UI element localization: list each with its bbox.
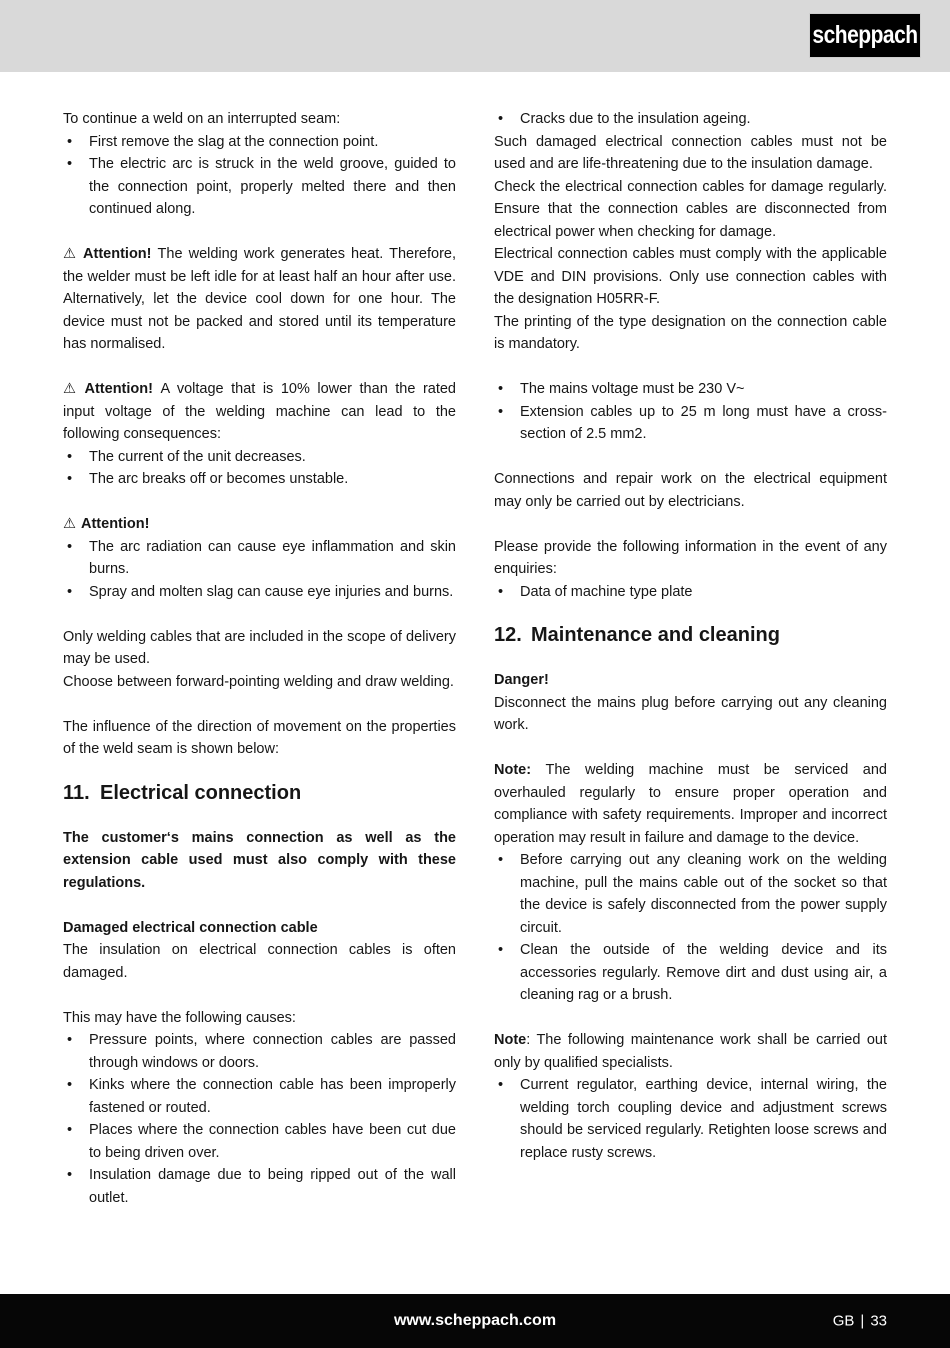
heading-number: 12. bbox=[494, 624, 522, 646]
bullet-text: The electric arc is struck in the weld groove, guided to the connection point, properly melted there and then continued along. bbox=[89, 156, 456, 217]
paragraph: Disconnect the mains plug before carrying out any cleaning work. bbox=[494, 694, 887, 733]
bullet-text: Current regulator, earthing device, internal wiring, the welding torch coupling device and adjustment screws should be serviced regularly. Retighten loose screws and replace rusty screws. bbox=[520, 1077, 887, 1161]
spacer bbox=[494, 356, 887, 379]
footer-separator: | bbox=[860, 1312, 865, 1330]
bullet-item bbox=[494, 108, 887, 131]
bullet-list bbox=[63, 1029, 456, 1209]
spacer bbox=[63, 491, 456, 514]
paragraph: Damaged electrical connection cable bbox=[63, 919, 318, 936]
bullet-item bbox=[494, 581, 887, 604]
bullet-item bbox=[494, 1074, 887, 1164]
bullet-item bbox=[494, 849, 887, 939]
bullet-text: Data of machine type plate bbox=[520, 583, 693, 600]
bullet-text: Spray and molten slag can cause eye injuries and burns. bbox=[89, 583, 454, 600]
scheppach-logo bbox=[810, 14, 920, 57]
bullet-list bbox=[63, 131, 456, 221]
page-number bbox=[833, 1313, 887, 1330]
bullet-icon: • bbox=[498, 403, 504, 420]
bullet-item bbox=[494, 401, 887, 446]
bullet-icon: • bbox=[67, 156, 73, 172]
paragraph: The customer‘s mains connection as well as the extension cable used must also comply with these regulations. bbox=[63, 829, 456, 891]
bullet-text: Places where the connection cables have been cut due to being driven over. bbox=[89, 1122, 456, 1161]
paragraph: Danger! bbox=[494, 672, 549, 688]
bullet-icon: • bbox=[498, 381, 504, 397]
paragraph: The printing of the type designation on the connection cable is mandatory. bbox=[494, 313, 887, 352]
section-heading bbox=[494, 620, 887, 650]
bullet-item bbox=[63, 153, 456, 221]
bold-lead: Attention! bbox=[84, 381, 161, 397]
spacer bbox=[63, 356, 456, 379]
warning-paragraph bbox=[63, 513, 456, 536]
bullet-item bbox=[494, 939, 887, 1007]
bullet-icon: • bbox=[498, 852, 504, 868]
bold-lead: Attention! bbox=[81, 516, 150, 532]
bullet-icon: • bbox=[498, 111, 504, 127]
bullet-icon: • bbox=[498, 942, 504, 958]
paragraph: The influence of the direction of movement on the properties of the weld seam is shown below: bbox=[63, 718, 456, 757]
bullet-text: Clean the outside of the welding device and its accessories regularly. Remove dirt and dust using air, a cleaning rag or a brush. bbox=[520, 942, 887, 1003]
bullet-text: Kinks where the connection cable has been improperly fastened or routed. bbox=[89, 1077, 456, 1116]
bullet-text: First remove the slag at the connection point. bbox=[89, 133, 379, 150]
warning-icon: ⚠ bbox=[63, 381, 80, 397]
bullet-item bbox=[63, 446, 456, 469]
bullet-icon: • bbox=[67, 583, 73, 600]
bullet-icon: • bbox=[67, 1122, 73, 1138]
right-column bbox=[494, 108, 887, 1209]
bullet-icon: • bbox=[67, 471, 73, 487]
spacer bbox=[494, 1007, 887, 1030]
bullet-icon: • bbox=[67, 1167, 73, 1183]
bullet-icon: • bbox=[67, 448, 73, 465]
spacer bbox=[63, 894, 456, 917]
bold-lead: Attention! bbox=[83, 246, 158, 262]
bullet-list bbox=[494, 1074, 887, 1164]
paragraph: Such damaged electrical connection cables must not be used and are life-threatening due to the insulation damage. bbox=[494, 133, 887, 172]
heading-title: Electrical connection bbox=[100, 781, 302, 804]
page-header bbox=[0, 0, 950, 72]
paragraph: Note: The welding machine must be serviced and overhauled regularly to ensure proper operation and compliance with safety requirements. Improper and incorrect operation may result in failure and damage to the device. bbox=[494, 762, 887, 846]
bullet-item bbox=[63, 1119, 456, 1164]
bullet-icon: • bbox=[498, 1077, 504, 1093]
bullet-text: Pressure points, where connection cables are passed through windows or doors. bbox=[89, 1032, 456, 1071]
spacer bbox=[494, 513, 887, 536]
website-text: www.scheppach.com bbox=[393, 1312, 557, 1329]
bullet-icon: • bbox=[67, 1077, 73, 1093]
bullet-list bbox=[494, 849, 887, 1007]
heading-title: Maintenance and cleaning bbox=[531, 624, 780, 646]
spacer bbox=[63, 603, 456, 626]
page-number-value: 33 bbox=[870, 1312, 887, 1330]
paragraph: Electrical connection cables must comply with the applicable VDE and DIN provisions. Only use connection cables with the designation H05RR-F. bbox=[494, 246, 887, 307]
warning-icon: ⚠ bbox=[63, 516, 76, 532]
page-footer bbox=[0, 1294, 950, 1348]
spacer bbox=[494, 737, 887, 760]
bullet-icon: • bbox=[498, 583, 504, 600]
bullet-item bbox=[63, 1164, 456, 1209]
paragraph: Check the electrical connection cables for damage regularly. Ensure that the connection cables are disconnected from electrical power when checking for damage. bbox=[494, 178, 887, 240]
paragraph: This may have the following causes: bbox=[63, 1009, 296, 1026]
spacer bbox=[63, 984, 456, 1007]
bold-lead: Note: bbox=[494, 762, 546, 778]
paragraph: Only welding cables that are included in the scope of delivery may be used. bbox=[63, 628, 456, 667]
paragraph: Please provide the following information in the event of any enquiries: bbox=[494, 538, 887, 577]
bullet-list bbox=[63, 536, 456, 604]
brand-name: scheppach bbox=[812, 21, 918, 49]
bullet-list bbox=[494, 378, 887, 446]
bullet-text: The arc breaks off or becomes unstable. bbox=[89, 471, 349, 487]
paragraph: To continue a weld on an interrupted seam: bbox=[63, 111, 341, 127]
bullet-item bbox=[63, 131, 456, 154]
bullet-item bbox=[63, 581, 456, 604]
warning-paragraph: ⚠ Attention! A voltage that is 10% lower than the rated input voltage of the welding machine can lead to the following consequences: bbox=[63, 381, 456, 442]
spacer bbox=[494, 446, 887, 469]
heading-number: 11. bbox=[63, 781, 90, 804]
bullet-text: The arc radiation can cause eye inflammation and skin burns. bbox=[89, 538, 456, 577]
section-heading bbox=[63, 778, 456, 808]
bullet-list bbox=[494, 108, 887, 131]
content bbox=[63, 108, 887, 1209]
bullet-item bbox=[63, 1074, 456, 1119]
paragraph: The insulation on electrical connection cables is often damaged. bbox=[63, 942, 456, 981]
bullet-text: Cracks due to the insulation ageing. bbox=[520, 111, 751, 127]
bullet-icon: • bbox=[67, 133, 73, 150]
warning-icon: ⚠ bbox=[63, 246, 79, 262]
bullet-text: Before carrying out any cleaning work on the welding machine, pull the mains cable out of the socket so that the device is safely disconnected from the power supply circuit. bbox=[520, 852, 887, 936]
bullet-text: The current of the unit decreases. bbox=[89, 448, 306, 465]
bullet-list bbox=[494, 581, 887, 604]
bullet-item bbox=[63, 1029, 456, 1074]
paragraph: Connections and repair work on the electrical equipment may only be carried out by electricians. bbox=[494, 471, 887, 510]
bullet-text: The mains voltage must be 230 V~ bbox=[520, 381, 745, 397]
bullet-list bbox=[63, 446, 456, 491]
bullet-item bbox=[63, 468, 456, 491]
spacer bbox=[63, 221, 456, 244]
bullet-item bbox=[494, 378, 887, 401]
paragraph: Choose between forward-pointing welding and draw welding. bbox=[63, 673, 454, 690]
bullet-text: Extension cables up to 25 m long must have a cross-section of 2.5 mm2. bbox=[520, 403, 887, 442]
bullet-icon: • bbox=[67, 538, 73, 555]
warning-paragraph: ⚠ Attention! The welding work generates heat. Therefore, the welder must be left idle for at least half an hour after use. Alternatively, let the device cool down for one hour. The device must not be packed and stored until its temperature has normalised. bbox=[63, 246, 456, 352]
left-column bbox=[63, 108, 456, 1209]
spacer bbox=[63, 693, 456, 716]
bullet-text: Insulation damage due to being ripped out of the wall outlet. bbox=[89, 1167, 456, 1206]
bullet-icon: • bbox=[67, 1032, 73, 1048]
bullet-item bbox=[63, 536, 456, 581]
paragraph: Note: The following maintenance work shall be carried out only by qualified specialists. bbox=[494, 1032, 887, 1071]
bold-lead: Note bbox=[494, 1032, 527, 1048]
language-code: GB bbox=[832, 1312, 855, 1330]
